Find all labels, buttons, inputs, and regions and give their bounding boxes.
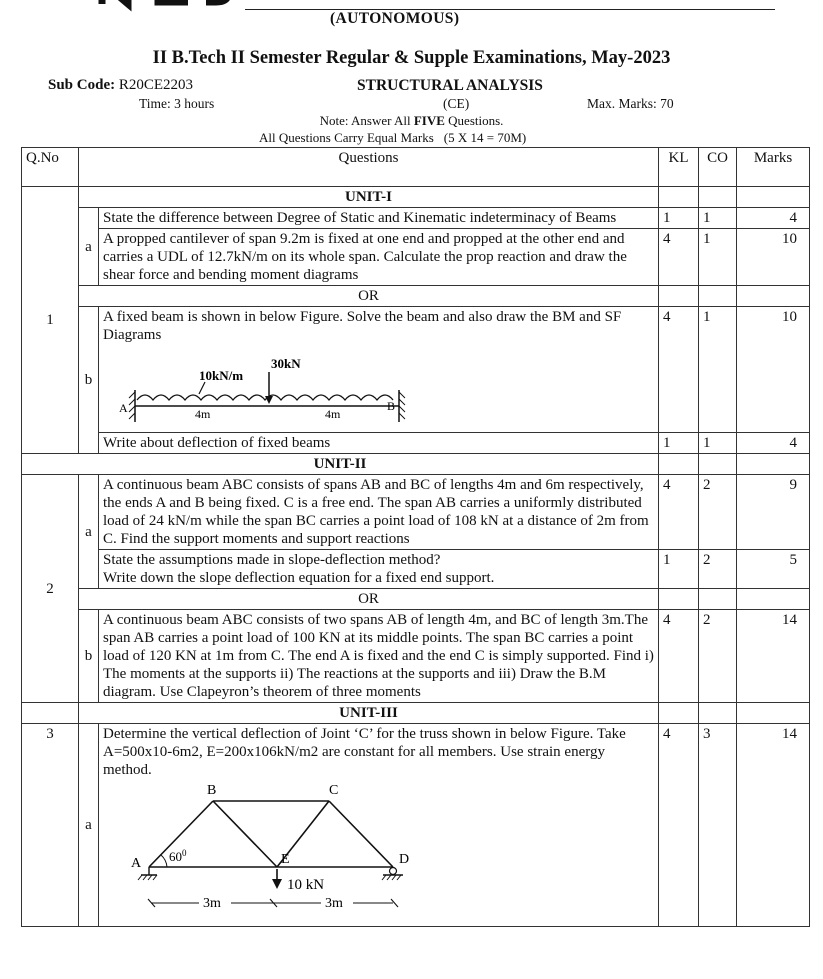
table-row [22, 550, 810, 589]
support-b-label: B [387, 399, 396, 413]
co-value: 1 [699, 229, 737, 286]
part-label: a [79, 475, 99, 589]
kl-value: 4 [659, 307, 699, 433]
note: Note: Answer All FIVE Questions. [319, 113, 504, 128]
co-value: 1 [699, 433, 737, 454]
or-divider: OR [79, 286, 659, 307]
marks-value: 14 [737, 610, 810, 703]
col-questions: Questions [79, 148, 659, 187]
table-row [22, 724, 810, 927]
udl-label: 10kN/m [199, 368, 244, 383]
marks-note: All Questions Carry Equal Marks (5 X 14 = 70M) [259, 130, 527, 145]
subject-title: STRUCTURAL ANALYSIS [357, 77, 543, 94]
exam-time: Time: 3 hours [139, 96, 215, 111]
or-divider: OR [79, 589, 659, 610]
part-label: b [79, 307, 99, 454]
marks-value: 10 [737, 307, 810, 433]
marks-value: 10 [737, 229, 810, 286]
branch: (CE) [443, 96, 470, 111]
question-text [99, 550, 659, 589]
unit-title: UNIT-II [22, 454, 659, 475]
marks-value: 4 [737, 208, 810, 229]
college-logo [88, 0, 238, 12]
kl-value: 4 [659, 610, 699, 703]
table-row [22, 307, 810, 433]
question-text-body: Determine the vertical deflection of Joint ‘C’ for the truss shown in below Figure. Take A=500x10-6m2, E=200x106kN/m2 are constant for all members. Use strain energy method. [103, 726, 626, 778]
question-text-line: State the assumptions made in slope-deflection method? [103, 552, 441, 568]
question-text [99, 724, 659, 927]
or-row [22, 286, 810, 307]
part-label: b [79, 610, 99, 703]
autonomous-label: (AUTONOMOUS) [330, 10, 460, 27]
question-text: Write about deflection of fixed beams [99, 433, 659, 454]
span-label: 4m [325, 407, 341, 421]
co-value: 2 [699, 550, 737, 589]
max-marks: Max. Marks: 70 [587, 96, 674, 111]
question-number: 1 [22, 187, 79, 454]
col-co: CO [699, 148, 737, 187]
question-table [21, 147, 810, 927]
part-label: a [79, 724, 99, 927]
marks-value: 14 [737, 724, 810, 927]
marks-value: 9 [737, 475, 810, 550]
table-row [22, 475, 810, 550]
question-text: A propped cantilever of span 9.2m is fixed at one end and propped at the other end and carries a UDL of 12.7kN/m on its whole span. Calculate the prop reaction and draw the shear force and bending moment diagrams [99, 229, 659, 286]
col-kl: KL [659, 148, 699, 187]
question-text: A continuous beam ABC consists of two spans AB of length 4m, and BC of length 3m.The span AB carries a point load of 100 KN at its middle points. The span BC carries a point load of 120 KN at 1m from C. The end A is fixed and the end C is simply supported. Find i) The moments at the supports ii) The reactions at the supports and iii) Draw the B.M diagram. Use Clapeyron’s theorem of three moments [99, 610, 659, 703]
kl-value: 4 [659, 229, 699, 286]
co-value: 2 [699, 610, 737, 703]
unit-row [22, 703, 810, 724]
kl-value: 1 [659, 433, 699, 454]
fixed-beam-figure [103, 344, 463, 426]
node-a-label: A [131, 856, 142, 871]
col-marks: Marks [737, 148, 810, 187]
question-number: 2 [22, 475, 79, 703]
table-header-row [22, 148, 810, 187]
load-label: 10 kN [287, 877, 325, 893]
kl-value: 4 [659, 724, 699, 927]
or-row [22, 589, 810, 610]
marks-value: 4 [737, 433, 810, 454]
unit-title: UNIT-III [79, 703, 659, 724]
question-text: A continuous beam ABC consists of spans AB and BC of lengths 4m and 6m respectively, the ends A and B being fixed. C is a free end. The span AB carries a uniformly distributed load of 24 kN/m while the span BC carries a point load of 108 kN at a distance of 2m from C. Find the support moments and support reactions [99, 475, 659, 550]
header-rule [245, 9, 775, 10]
co-value: 3 [699, 724, 737, 927]
table-row [22, 208, 810, 229]
question-text-body: A fixed beam is shown in below Figure. Solve the beam and also draw the BM and SF Diagrams [103, 309, 622, 343]
sub-code-label: Sub Code: [48, 77, 116, 93]
sub-code-value: R20CE2203 [118, 77, 194, 93]
part-label: a [79, 208, 99, 286]
co-value: 2 [699, 475, 737, 550]
node-d-label: D [399, 852, 410, 867]
table-row [22, 610, 810, 703]
point-load-label: 30kN [271, 356, 301, 371]
node-e-label: E [281, 852, 290, 867]
question-number: 3 [22, 724, 79, 927]
table-row [22, 433, 810, 454]
co-value: 1 [699, 307, 737, 433]
support-a-label: A [119, 401, 128, 415]
dimension-label: 3m [203, 896, 221, 909]
span-label: 4m [195, 407, 211, 421]
unit-row [22, 454, 810, 475]
truss-figure [103, 779, 463, 909]
kl-value: 1 [659, 550, 699, 589]
dimension-label: 3m [325, 896, 343, 909]
kl-value: 4 [659, 475, 699, 550]
unit-title: UNIT-I [79, 187, 659, 208]
unit-row [22, 187, 810, 208]
marks-value: 5 [737, 550, 810, 589]
col-qno: Q.No [22, 148, 79, 187]
co-value: 1 [699, 208, 737, 229]
question-text: State the difference between Degree of Static and Kinematic indeterminacy of Beams [99, 208, 659, 229]
angle-label: $60^0$ [169, 848, 187, 864]
kl-value: 1 [659, 208, 699, 229]
exam-title: II B.Tech II Semester Regular & Supple Examinations, May-2023 [152, 48, 671, 68]
question-text-line: Write down the slope deflection equation for a fixed end support. [103, 570, 495, 586]
node-b-label: B [207, 783, 217, 798]
table-row [22, 229, 810, 286]
node-c-label: C [329, 783, 339, 798]
question-text [99, 307, 659, 433]
sub-code [48, 77, 193, 94]
